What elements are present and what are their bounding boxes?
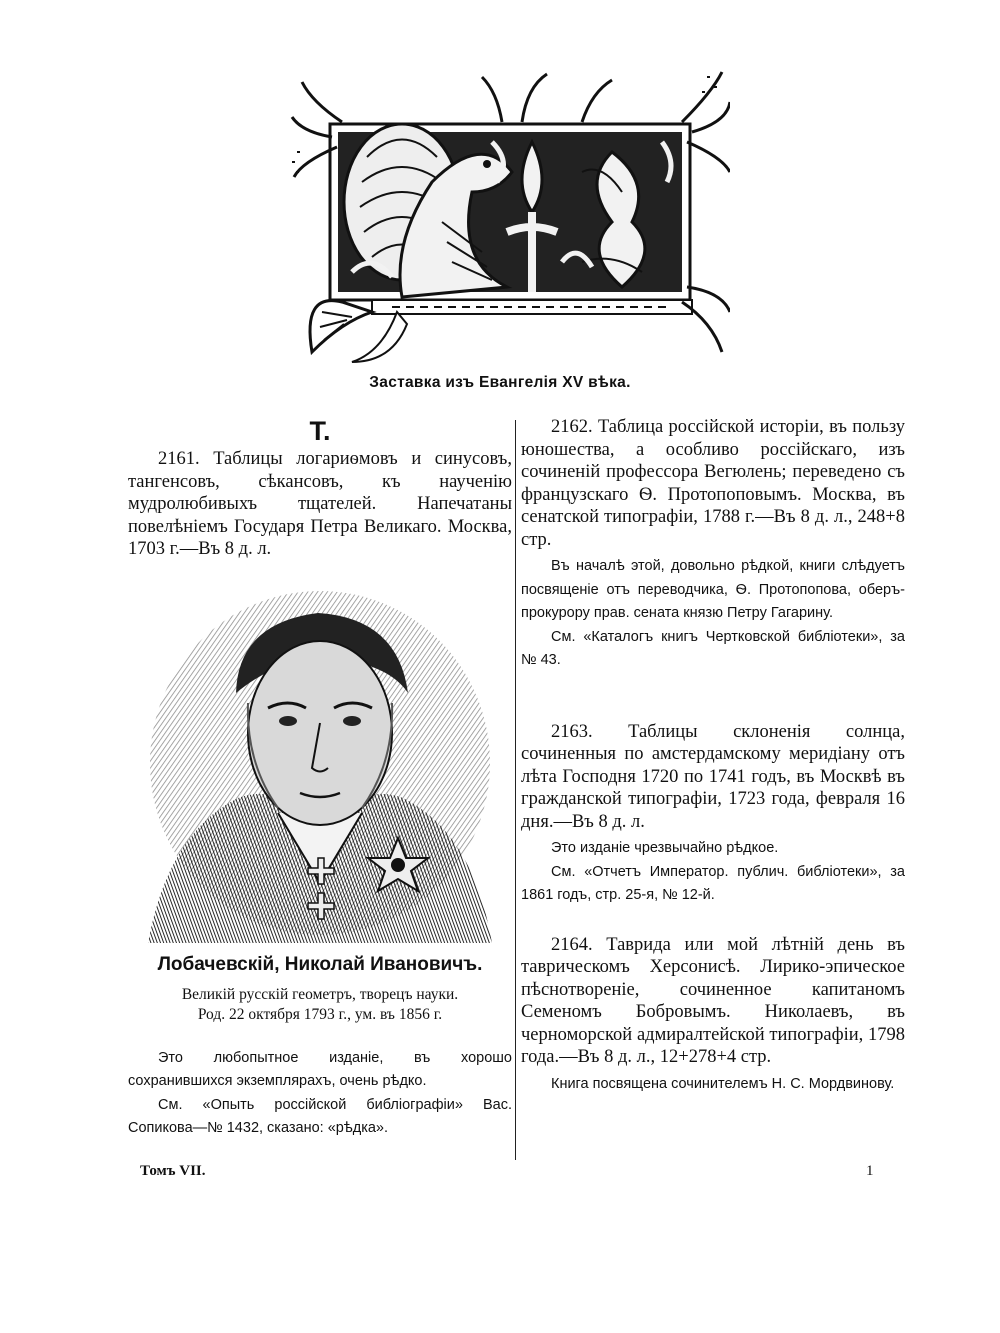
portrait-engraving: [128, 583, 512, 943]
note-2162-reference: См. «Каталогъ книгъ Чертковской библіотеки», за № 43.: [521, 628, 905, 668]
column-divider: [515, 420, 516, 1160]
portrait-description-2: Род. 22 октября 1793 г., ум. въ 1856 г.: [197, 1005, 443, 1023]
page-number: 1: [866, 1163, 874, 1179]
note-2162-dedication: Въ началѣ этой, довольно рѣдкой, книги слѣдуетъ посвященіе отъ переводчика, Ѳ. Протопопова, оберъ-прокурору прав. сената князю Петру Гагарину.: [521, 558, 905, 621]
ornament-caption: Заставка изъ Евангелія XV вѣка.: [369, 374, 631, 391]
volume-label: Томъ VII.: [140, 1163, 206, 1179]
note-2163-reference: См. «Отчетъ Император. публич. библіотеки», за 1861 годъ, стр. 25-я, № 12-й.: [521, 863, 905, 903]
entry-2161: [128, 448, 512, 561]
entry-2162: 2162. Таблица россійской исторіи, въ пользу юношества, а особливо россійскаго, изъ сочиненій профессора Вегюлень; переведено съ французскаго Ѳ. Протопоповымъ. Москва, въ сенатской типографіи, 1788 г.—Въ 8 д. л., 248+8 стр.: [521, 417, 905, 550]
headpiece-ornament: [282, 62, 730, 378]
note-2164-dedication: Книга посвящена сочинителемъ Н. С. Мордвинову.: [551, 1075, 895, 1092]
note-2161-rarity: Это любопытное изданіе, въ хорошо сохранившихся экземплярахъ, очень рѣдко.: [128, 1049, 512, 1089]
portrait-name: Лобачевскій, Николай Ивановичъ.: [157, 953, 483, 975]
note-2163-rarity: Это изданіе чрезвычайно рѣдкое.: [551, 840, 779, 856]
portrait-description-1: Великій русскій геометръ, творецъ науки.: [181, 985, 459, 1003]
entry-2163: 2163. Таблицы склоненія солнца, сочиненныя по амстердамскому меридіану отъ лѣта Господня 1720 по 1741 годъ, въ Москвѣ въ гражданской типографіи, 1723 года, февраля 16 дня.—Въ 8 д. л.: [521, 721, 905, 832]
note-2161-reference: См. «Опыть россійской библіографіи» Вас. Сопикова—№ 1432, сказано: «рѣдка».: [128, 1096, 512, 1136]
entry-2161-text: 2161. Таблицы логариѳмовъ и синусовъ, тангенсовъ, сѣкансовъ, къ наученію мудролюбивыхъ тщателей. Напечатаны повелѣніемъ Государя Петра Великаго. Москва, 1703 г.—Въ 8 д. л.: [128, 449, 512, 559]
right-column: [521, 416, 905, 1096]
section-letter: Т.: [309, 416, 331, 446]
entry-2164: 2164. Таврида или мой лѣтній день въ таврическомъ Херсонисѣ. Лирико-эпическое пѣснотвореніе, сочиненное капитаномъ Семеномъ Бобровымъ. Николаевъ, въ черноморской адмиралтейской типографіи, 1798 года.—Въ 8 д. л., 12+278+4 стр.: [521, 934, 905, 1067]
left-column: [128, 414, 512, 1141]
